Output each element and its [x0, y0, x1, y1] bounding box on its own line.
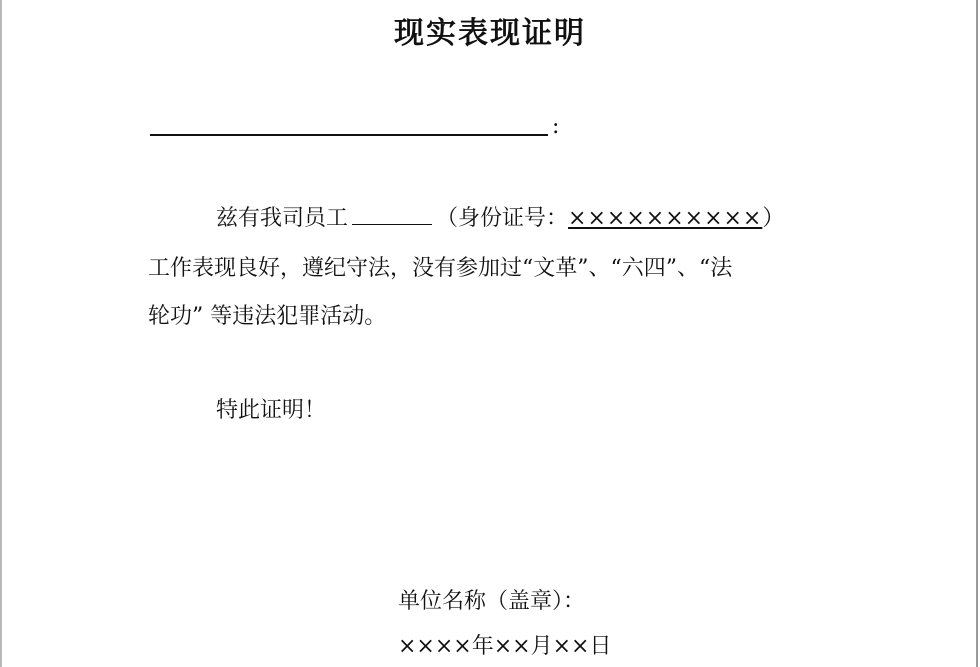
employee-prefix: 兹有我司员工 — [216, 206, 349, 231]
id-number-value: ×××××××××× — [568, 206, 763, 231]
addressee-colon: : — [552, 114, 560, 139]
body-line-1 — [216, 204, 784, 233]
employee-name-blank — [352, 204, 432, 225]
body-line-2: 工作表现良好，遵纪守法，没有参加过“文革”、“六四”、“法 — [148, 256, 733, 281]
closing-statement: 特此证明！ — [216, 398, 327, 423]
org-name-label: 单位名称（盖章）： — [398, 589, 586, 614]
page-title: 现实表现证明 — [394, 16, 586, 51]
addressee-blank-line — [150, 114, 548, 136]
addressee-field — [150, 112, 560, 139]
id-close: ） — [762, 206, 785, 231]
body-line-3: 轮功” 等违法犯罪活动。 — [148, 304, 387, 329]
date-line: ××××年××月××日 — [398, 634, 612, 659]
id-open: （身份证号： — [436, 206, 569, 231]
